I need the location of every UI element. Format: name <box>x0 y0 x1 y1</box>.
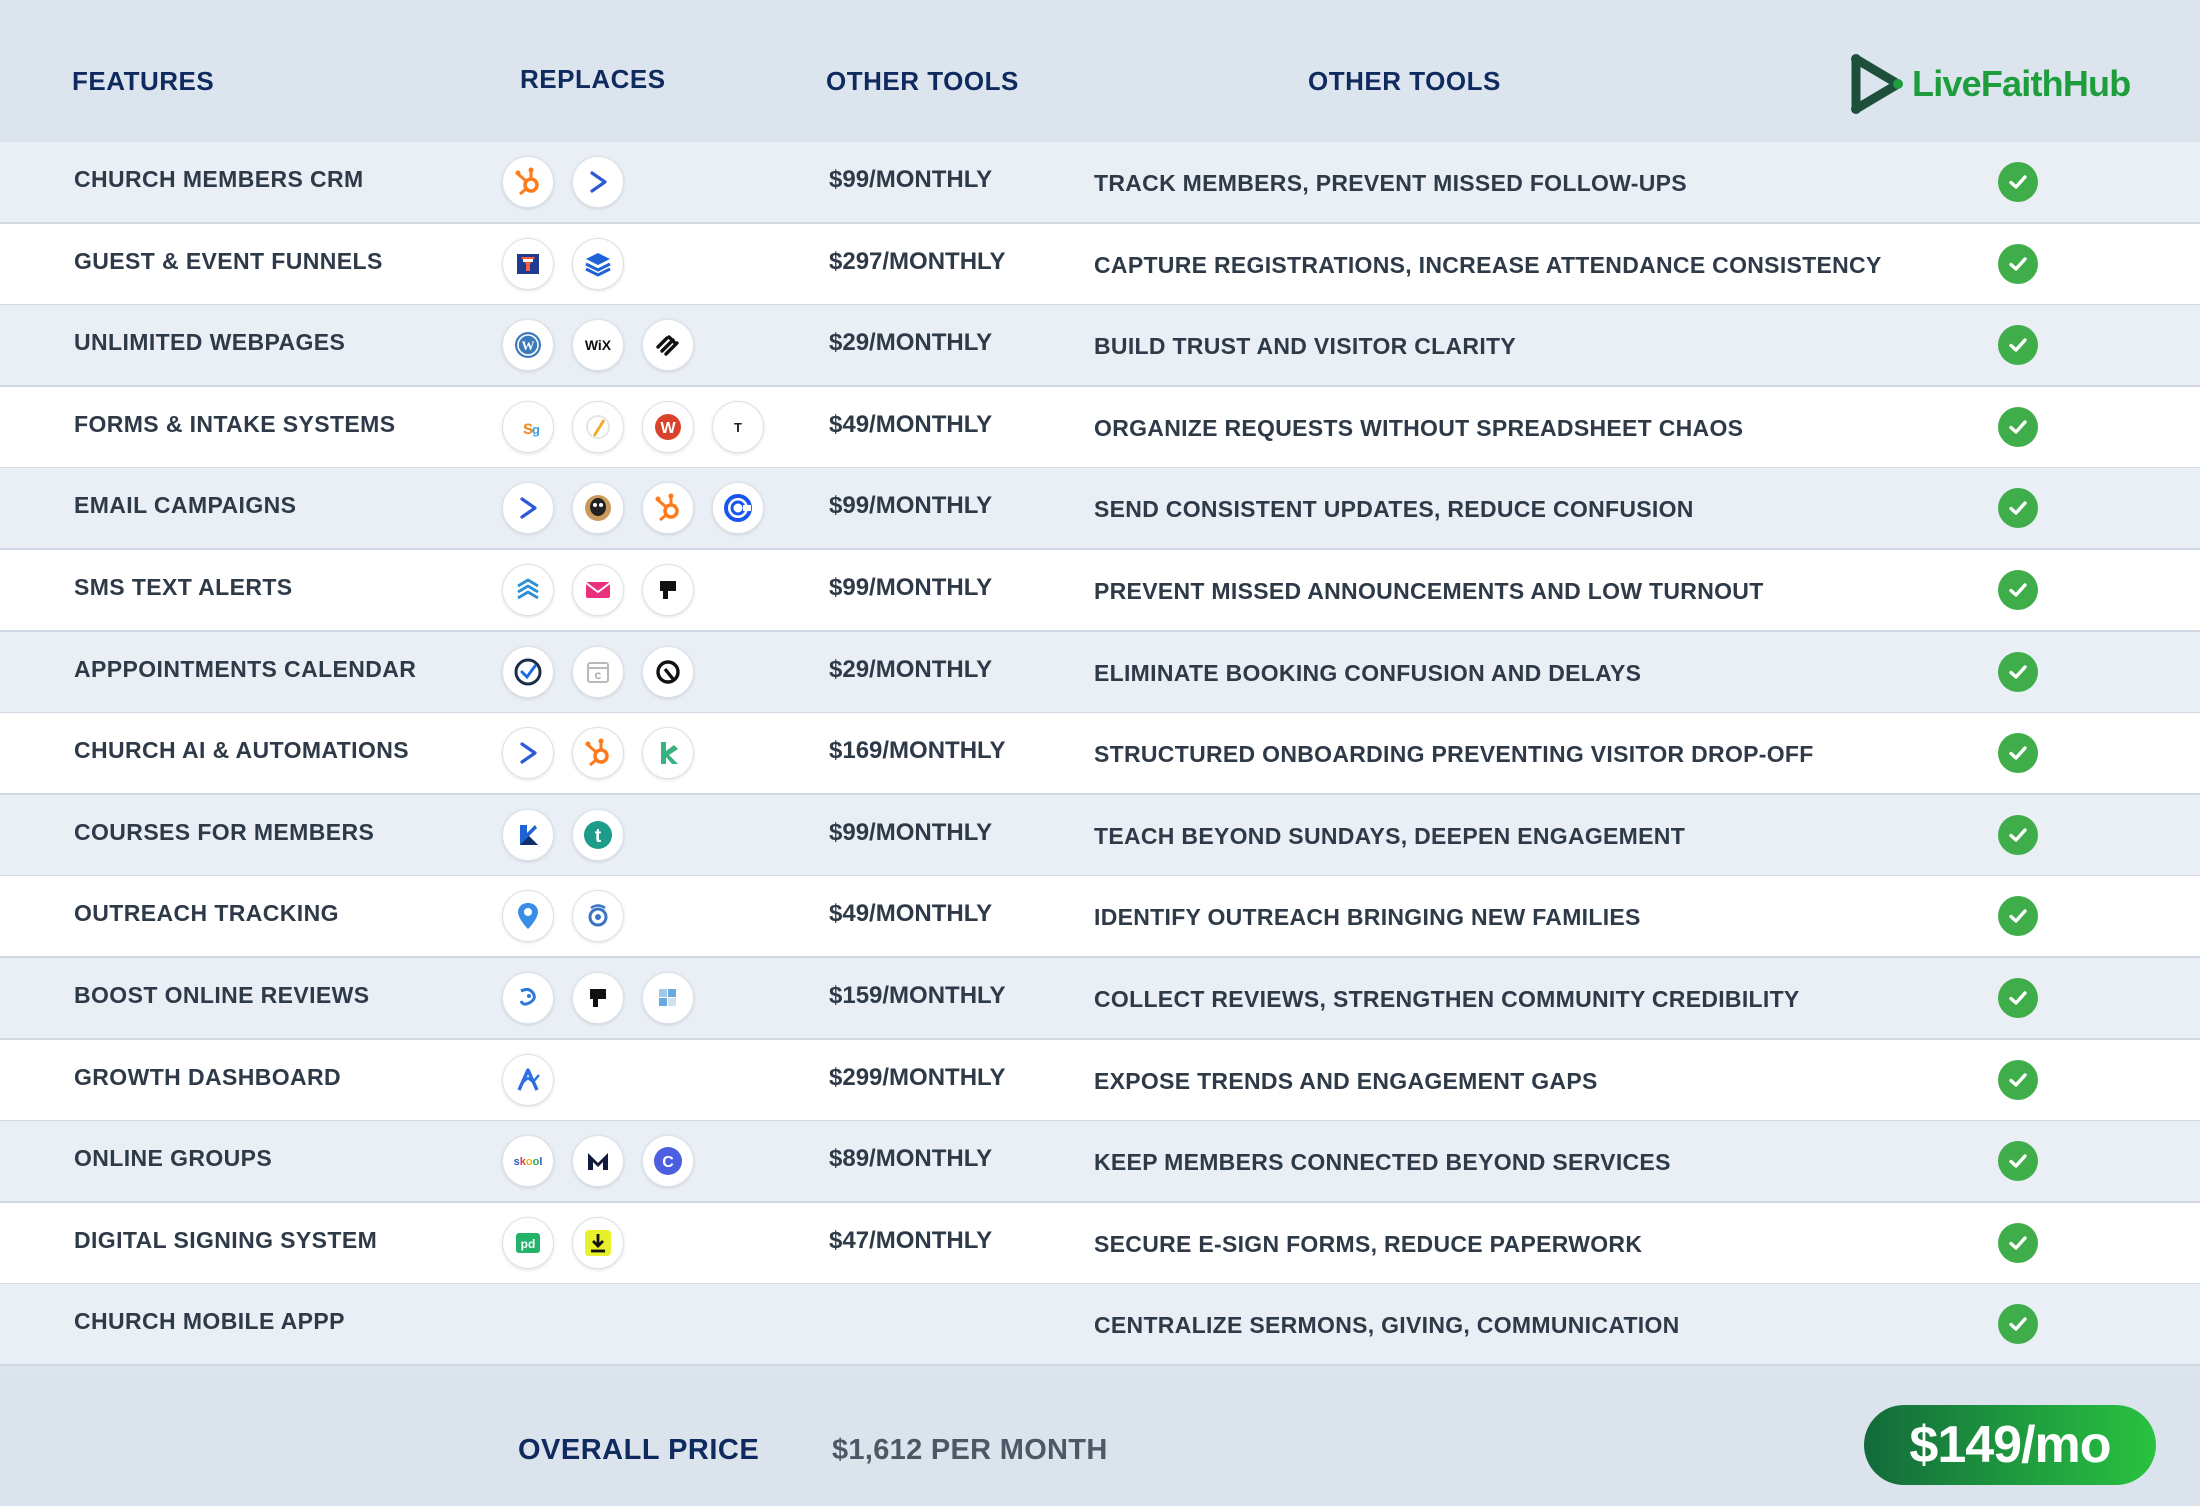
activecampaign-icon <box>502 727 554 779</box>
map-pin-icon <box>502 890 554 942</box>
jotform-icon <box>572 401 624 453</box>
activecampaign-icon <box>572 156 624 208</box>
table-row <box>0 1284 2200 1366</box>
benefit-description: KEEP MEMBERS CONNECTED BEYOND SERVICES <box>1094 1149 1671 1175</box>
tracking-icon <box>572 890 624 942</box>
included-check-icon <box>1998 652 2038 692</box>
included-check-icon <box>1998 896 2038 936</box>
other-tools-price: $29/MONTHLY <box>829 329 993 356</box>
svg-text:g: g <box>532 422 540 437</box>
feature-name: GUEST & EVENT FUNNELS <box>74 248 383 274</box>
feature-name: CHURCH MOBILE APPP <box>74 1308 345 1334</box>
replaced-tools-icons <box>502 1135 694 1187</box>
replaced-tools-icons <box>502 890 624 942</box>
benefit-description: CENTRALIZE SERMONS, GIVING, COMMUNICATION <box>1094 1312 1680 1338</box>
other-tools-price: $99/MONTHLY <box>829 819 993 846</box>
feature-name: COURSES FOR MEMBERS <box>74 819 375 845</box>
replaced-tools-icons <box>502 564 694 616</box>
feature-name: ONLINE GROUPS <box>74 1145 273 1171</box>
table-row <box>0 795 2200 877</box>
replaced-tools-icons <box>502 156 624 208</box>
feature-name: BOOST ONLINE REVIEWS <box>74 982 370 1008</box>
replaced-tools-icons <box>502 972 694 1024</box>
typeform-icon <box>712 401 764 453</box>
replaced-tools-icons <box>502 319 694 371</box>
mailchimp-icon <box>572 482 624 534</box>
feature-name: SMS TEXT ALERTS <box>74 574 293 600</box>
included-check-icon <box>1998 1141 2038 1181</box>
benefit-description: STRUCTURED ONBOARDING PREVENTING VISITOR DROP-OFF <box>1094 741 1814 767</box>
replaced-tools-icons <box>502 238 624 290</box>
analytics-icon <box>502 1054 554 1106</box>
wufoo-icon <box>642 401 694 453</box>
table-row <box>0 1121 2200 1203</box>
other-tools-price: $299/MONTHLY <box>829 1064 1006 1091</box>
feature-name: APPPOINTMENTS CALENDAR <box>74 656 417 682</box>
replaced-tools-icons <box>502 1217 624 1269</box>
benefit-description: ELIMINATE BOOKING CONFUSION AND DELAYS <box>1094 660 1642 686</box>
svg-text:skool: skool <box>513 1156 543 1168</box>
layers-stack-icon <box>572 238 624 290</box>
download-icon <box>572 1217 624 1269</box>
activecampaign-icon <box>502 482 554 534</box>
svg-text:s: s <box>522 418 534 439</box>
table-row <box>0 142 2200 224</box>
replaced-tools-icons <box>502 482 764 534</box>
pandadoc-icon <box>502 1217 554 1269</box>
svg-text:T: T <box>734 420 742 435</box>
replaced-tools-icons <box>502 1054 554 1106</box>
included-check-icon <box>1998 733 2038 773</box>
replaces-heading: REPLACES <box>520 64 666 94</box>
benefit-description: SEND CONSISTENT UPDATES, REDUCE CONFUSION <box>1094 496 1694 522</box>
benefit-description: ORGANIZE REQUESTS WITHOUT SPREADSHEET CHAOS <box>1094 415 1744 441</box>
included-check-icon <box>1998 1060 2038 1100</box>
brand-logo <box>1848 52 2130 116</box>
other-tools-price: $49/MONTHLY <box>829 411 993 438</box>
hubspot-icon <box>502 156 554 208</box>
acuity-icon <box>642 646 694 698</box>
table-row <box>0 958 2200 1040</box>
other-tools-price-heading: OTHER TOOLS <box>826 66 1019 96</box>
mighty-networks-icon <box>572 1135 624 1187</box>
benefit-description: TEACH BEYOND SUNDAYS, DEEPEN ENGAGEMENT <box>1094 823 1686 849</box>
table-row <box>0 305 2200 387</box>
envelope-icon <box>572 564 624 616</box>
other-tools-price: $29/MONTHLY <box>829 656 993 683</box>
hubspot-icon <box>642 482 694 534</box>
other-tools-desc-heading: OTHER TOOLS <box>1308 66 1501 96</box>
other-tools-price: $99/MONTHLY <box>829 492 993 519</box>
replaced-tools-icons <box>502 646 694 698</box>
other-tools-price: $159/MONTHLY <box>829 982 1006 1009</box>
feature-name: EMAIL CAMPAIGNS <box>74 492 297 518</box>
calendly-check-icon <box>502 646 554 698</box>
included-check-icon <box>1998 570 2038 610</box>
circle-icon <box>642 1135 694 1187</box>
table-row <box>0 387 2200 469</box>
feature-name: DIGITAL SIGNING SYSTEM <box>74 1227 378 1253</box>
simpletexting-icon <box>502 564 554 616</box>
svg-text:W: W <box>660 420 676 437</box>
other-tools-price: $47/MONTHLY <box>829 1227 993 1254</box>
overall-price-label: OVERALL PRICE <box>518 1434 760 1466</box>
benefit-description: BUILD TRUST AND VISITOR CLARITY <box>1094 333 1517 359</box>
feature-name: CHURCH MEMBERS CRM <box>74 166 364 192</box>
brand-name: LiveFaithHub <box>1912 63 2131 104</box>
squarespace-icon <box>642 319 694 371</box>
play-logo-icon <box>1848 53 1906 115</box>
kajabi-icon <box>502 809 554 861</box>
skool-icon <box>502 1135 554 1187</box>
included-check-icon <box>1998 1304 2038 1344</box>
feature-name: UNLIMITED WEBPAGES <box>74 329 346 355</box>
table-row <box>0 1203 2200 1285</box>
svg-text:pd: pd <box>520 1237 536 1251</box>
svg-text:W: W <box>521 338 535 353</box>
podium-icon <box>572 972 624 1024</box>
other-tools-price: $297/MONTHLY <box>829 248 1006 275</box>
keap-icon <box>642 727 694 779</box>
svg-text:t: t <box>594 826 602 847</box>
feature-name: FORMS & INTAKE SYSTEMS <box>74 411 396 437</box>
overall-price-total: $1,612 PER MONTH <box>832 1434 1108 1466</box>
table-footer <box>0 1374 2200 1506</box>
table-row <box>0 224 2200 306</box>
puzzle-icon <box>642 972 694 1024</box>
table-row <box>0 713 2200 795</box>
replaced-tools-icons <box>502 727 694 779</box>
table-row <box>0 632 2200 714</box>
our-price-badge: $149/mo <box>1864 1405 2156 1485</box>
benefit-description: TRACK MEMBERS, PREVENT MISSED FOLLOW-UPS <box>1094 170 1687 196</box>
included-check-icon <box>1998 978 2038 1018</box>
included-check-icon <box>1998 1223 2038 1263</box>
other-tools-price: $99/MONTHLY <box>829 574 993 601</box>
benefit-description: COLLECT REVIEWS, STRENGTHEN COMMUNITY CREDIBILITY <box>1094 986 1800 1012</box>
feature-name: GROWTH DASHBOARD <box>74 1064 342 1090</box>
feature-name: CHURCH AI & AUTOMATIONS <box>74 737 410 763</box>
benefit-description: SECURE E-SIGN FORMS, REDUCE PAPERWORK <box>1094 1231 1643 1257</box>
included-check-icon <box>1998 162 2038 202</box>
svg-text:C: C <box>594 671 602 681</box>
other-tools-price: $169/MONTHLY <box>829 737 1006 764</box>
table-header <box>0 0 2200 142</box>
table-row <box>0 468 2200 550</box>
teachable-icon <box>572 809 624 861</box>
table-row <box>0 1040 2200 1122</box>
included-check-icon <box>1998 407 2038 447</box>
wix-icon <box>572 319 624 371</box>
benefit-description: CAPTURE REGISTRATIONS, INCREASE ATTENDANCE CONSISTENCY <box>1094 252 1882 278</box>
calendar-icon <box>572 646 624 698</box>
benefit-description: IDENTIFY OUTREACH BRINGING NEW FAMILIES <box>1094 904 1641 930</box>
svg-text:WiX: WiX <box>584 337 612 353</box>
other-tools-price: $89/MONTHLY <box>829 1145 993 1172</box>
included-check-icon <box>1998 488 2038 528</box>
feature-name: OUTREACH TRACKING <box>74 900 339 926</box>
other-tools-price: $49/MONTHLY <box>829 900 993 927</box>
wordpress-icon <box>502 319 554 371</box>
svg-text:C: C <box>662 1154 674 1171</box>
included-check-icon <box>1998 244 2038 284</box>
features-heading: FEATURES <box>72 66 215 96</box>
other-tools-price: $99/MONTHLY <box>829 166 993 193</box>
benefit-description: PREVENT MISSED ANNOUNCEMENTS AND LOW TURNOUT <box>1094 578 1764 604</box>
replaced-tools-icons <box>502 401 764 453</box>
table-row <box>0 550 2200 632</box>
surveygizmo-icon <box>502 401 554 453</box>
birdeye-icon <box>502 972 554 1024</box>
included-check-icon <box>1998 325 2038 365</box>
constant-contact-icon <box>712 482 764 534</box>
table-row <box>0 876 2200 958</box>
benefit-description: EXPOSE TRENDS AND ENGAGEMENT GAPS <box>1094 1068 1598 1094</box>
replaced-tools-icons <box>502 809 624 861</box>
included-check-icon <box>1998 815 2038 855</box>
clickfunnels-icon <box>502 238 554 290</box>
podium-icon <box>642 564 694 616</box>
hubspot-icon <box>572 727 624 779</box>
